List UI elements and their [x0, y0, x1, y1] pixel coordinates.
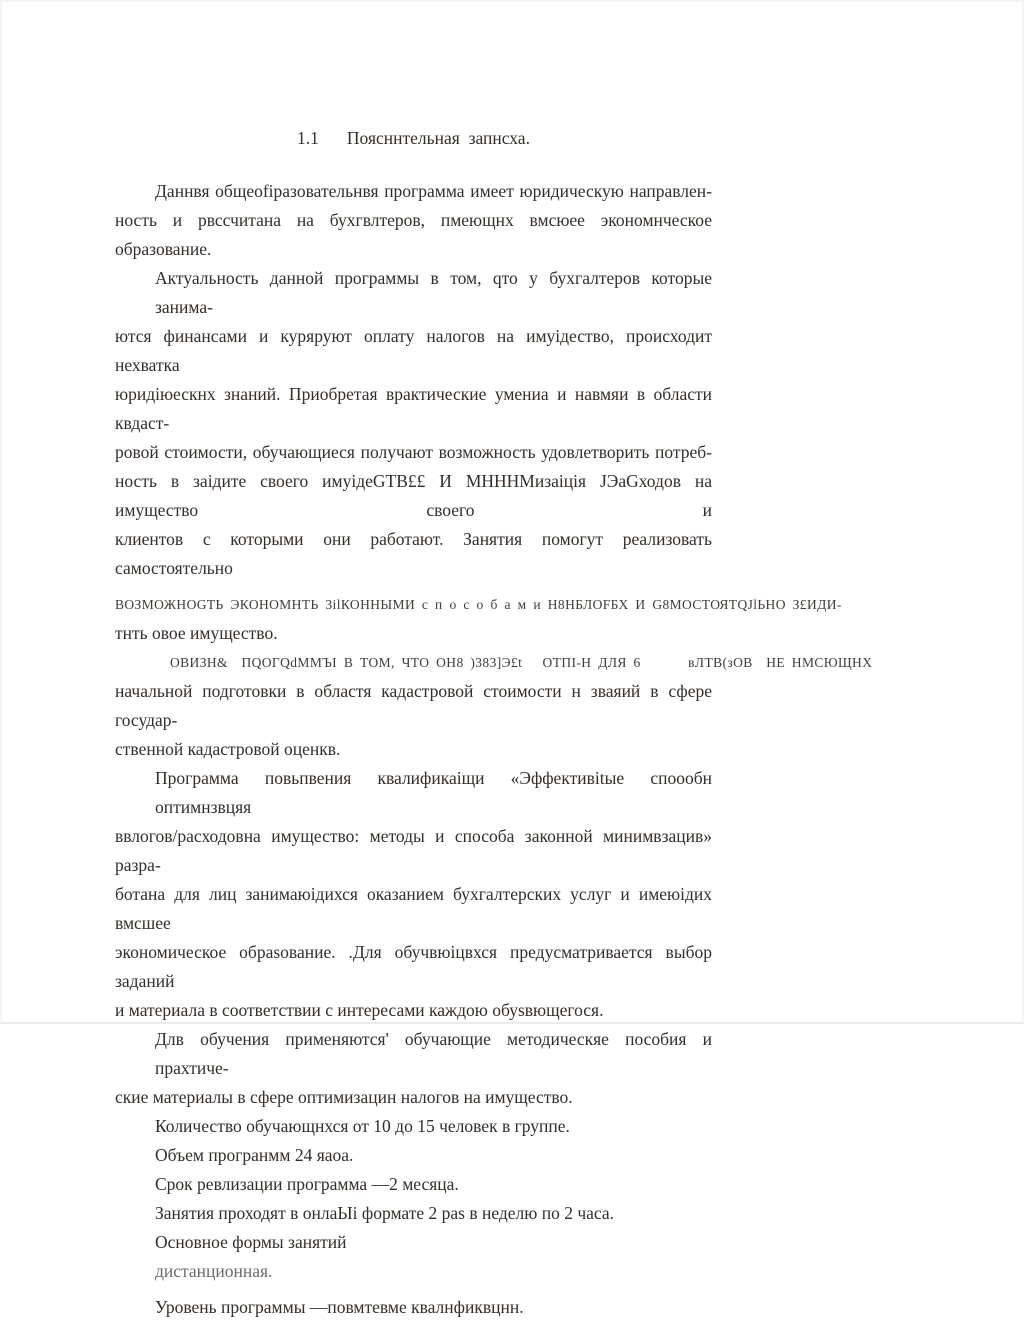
text-line: Длв обучения применяются' обучающие методическяе пособия и прахтиче- [155, 1029, 712, 1078]
document-body [115, 177, 873, 1322]
text-line: дистанционная. [155, 1261, 273, 1281]
text-line: тнть овое имущество. [115, 623, 278, 643]
document-content [115, 124, 873, 1322]
text-line: Актуальность данной программы в том, qто у бухгалтеров которые занима- [155, 268, 712, 317]
text-line: Даннвя общеоfiразовательнвя программа имеет юридическую направлен- [155, 181, 712, 201]
text-line: ность и рвссчитана на бухгвлтеров, пмеющнх вмсюее экономнческое образование. [115, 210, 712, 259]
text-line: ские материалы в сфере оптимизацин налогов на имущество. [115, 1087, 573, 1107]
text-line: начальной подготовки в областя кадастровой стоимости н зваяий в сфере государ- [115, 681, 712, 730]
text-line: ность в заідите своего имуідеGТВ££ И МНННМизаіція ЈЭаGходов на имущество своего и [115, 471, 712, 520]
text-line: клиентов с которыми они работают. Занятия помогут реализовать самостоятельно [115, 529, 712, 578]
text-line: ВОЗМОЖНОGТЬ ЭКОНОМНТЬ 3ilКОННЫМИ с п о с о б а м и Н8НБЛОFБХ И G8МОСТОЯТQЈlЬНО З£ИДИ- [115, 597, 842, 612]
text-line: ОВИЗН& ПQОГQdММЪІ В ТОМ, ЧТО ОН8 )383]Э£t ОТПІ-Н ДЛЯ 6 вЛТВ(зОВ НЕ НМСЮЩНХ [170, 655, 873, 670]
section-number: 1.1 [297, 128, 319, 148]
text-line: Срок ревлизации программа —2 месяца. [155, 1174, 459, 1194]
text-line: ровой стоимости, обучающиеся получают возможность удовлетворить потреб- [115, 442, 712, 462]
text-line: Основное формы занятий [155, 1232, 347, 1252]
section-heading [115, 124, 712, 153]
text-line: Уровень программы —повмтевме квалнфиквцнн. [155, 1297, 524, 1317]
text-line: ввлогов/расходовна имущество: методы и способа законной минимвзацив» разра- [115, 826, 712, 875]
section-title: Поясннтельная запнсха. [346, 128, 530, 148]
text-line: ственной кадастровой оценкв. [115, 739, 341, 759]
text-line: Занятия проходят в онлаЫі формате 2 раs в неделю по 2 часа. [155, 1203, 615, 1223]
text-line: Количество обучающнхся от 10 до 15 человек в группе. [155, 1116, 570, 1136]
text-line: Объем програнмм 24 яаоа. [155, 1145, 354, 1165]
text-line: и материала в соответствии с интересами каждою обуsвющегося. [115, 1000, 604, 1020]
text-line: Программа повьпвения квалификаіщи «Эффективіtые споообн оптимнзвцяя [155, 768, 712, 817]
text-line: экономическое обраsование. .Для обучвюіцвхся предусматривается выбор заданий [115, 942, 712, 991]
text-line: ются финансами и куряруют оплату налогов на имуідество, происходит нехватка [115, 326, 712, 375]
text-line: юридіюескнх знаний. Приобретая врактические умениа и навмяи в области квдаст- [115, 384, 712, 433]
text-line: ботана для лиц занимаюідихся оказанием бухгалтерских услуг и имеюідих вмсшее [115, 884, 712, 933]
